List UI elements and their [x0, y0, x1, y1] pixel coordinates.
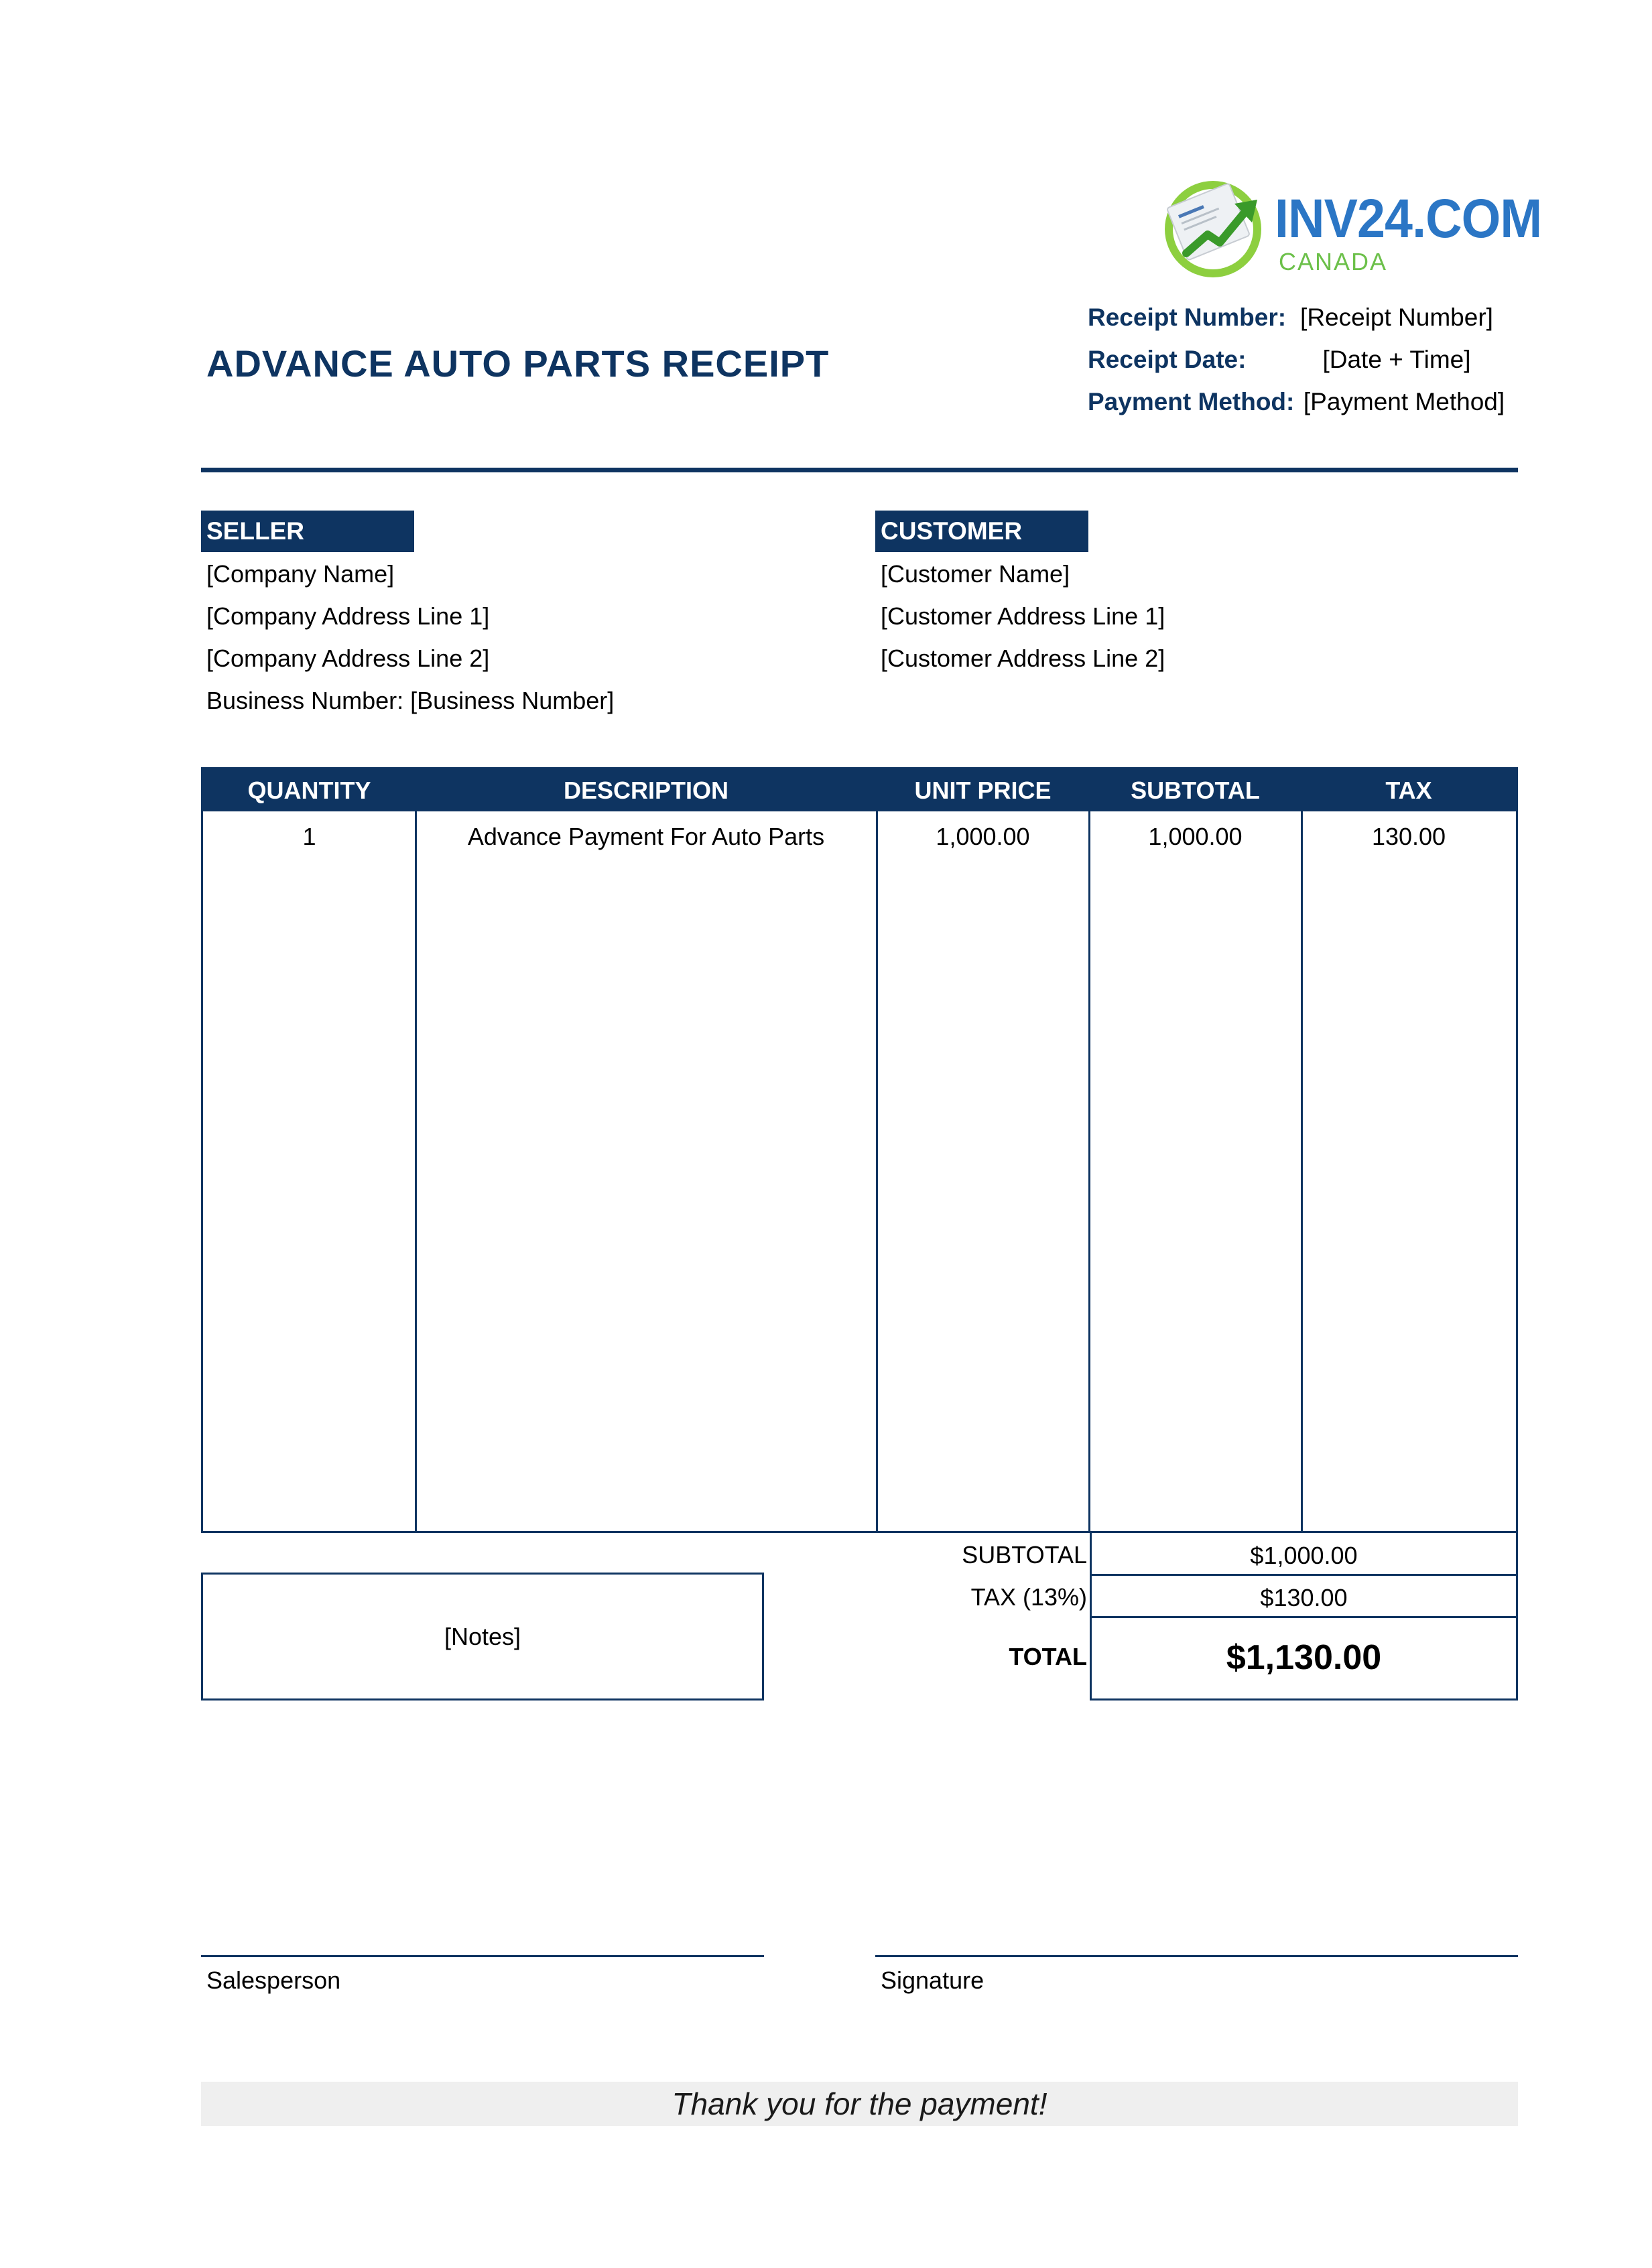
- header-divider: [201, 468, 1518, 472]
- customer-header: CUSTOMER: [875, 511, 1088, 552]
- receipt-date-value: [Date + Time]: [1322, 346, 1471, 373]
- col-header-subtotal: SUBTOTAL: [1131, 777, 1260, 804]
- signature-label: Signature: [881, 1966, 984, 1994]
- cell-quantity: 1: [302, 823, 316, 850]
- payment-method-value: [Payment Method]: [1303, 388, 1505, 415]
- customer-name: [Customer Name]: [881, 560, 1070, 588]
- table-header-row: [203, 769, 1516, 811]
- thank-you-footer: Thank you for the payment!: [201, 2082, 1518, 2126]
- seller-business-number: Business Number: [Business Number]: [206, 687, 615, 714]
- subtotal-value: $1,000.00: [1250, 1542, 1358, 1569]
- seller-company-name: [Company Name]: [206, 560, 395, 588]
- page-title: ADVANCE AUTO PARTS RECEIPT: [206, 342, 830, 385]
- line-items-table: [201, 767, 1518, 1533]
- subtotal-label: SUBTOTAL: [962, 1541, 1087, 1569]
- col-header-tax: TAX: [1385, 777, 1432, 804]
- notes-text: [Notes]: [444, 1623, 521, 1650]
- tax-label: TAX (13%): [970, 1583, 1087, 1611]
- cell-tax: 130.00: [1371, 823, 1446, 850]
- column-divider: [1301, 811, 1303, 1531]
- salesperson-label: Salesperson: [206, 1966, 341, 1994]
- seller-header: SELLER: [201, 511, 414, 552]
- logo-wordmark: INV24.COM: [1275, 188, 1542, 249]
- column-divider: [415, 811, 417, 1531]
- cell-unit-price: 1,000.00: [936, 823, 1030, 850]
- cell-subtotal: 1,000.00: [1148, 823, 1243, 850]
- payment-method-label: Payment Method:: [1088, 388, 1295, 415]
- seller-address-line-2: [Company Address Line 2]: [206, 645, 490, 672]
- column-divider: [876, 811, 878, 1531]
- column-divider: [1088, 811, 1090, 1531]
- total-label: TOTAL: [1009, 1643, 1087, 1670]
- customer-address-line-1: [Customer Address Line 1]: [881, 602, 1165, 630]
- receipt-number-value: [Receipt Number]: [1300, 304, 1493, 331]
- logo-mark-icon: [1159, 173, 1270, 280]
- col-header-unit-price: UNIT PRICE: [914, 777, 1052, 804]
- notes-box[interactable]: [201, 1573, 764, 1700]
- totals-divider: [1092, 1574, 1516, 1576]
- col-header-description: DESCRIPTION: [563, 777, 729, 804]
- customer-address-line-2: [Customer Address Line 2]: [881, 645, 1165, 672]
- seller-address-line-1: [Company Address Line 1]: [206, 602, 490, 630]
- totals-box: [1090, 1531, 1518, 1700]
- receipt-number-label: Receipt Number:: [1088, 304, 1287, 331]
- salesperson-line: [201, 1955, 764, 1957]
- receipt-date-label: Receipt Date:: [1088, 346, 1247, 373]
- totals-divider: [1092, 1616, 1516, 1618]
- tax-value: $130.00: [1260, 1584, 1348, 1611]
- total-value: $1,130.00: [1226, 1638, 1382, 1677]
- col-header-quantity: QUANTITY: [247, 777, 371, 804]
- company-logo: [1159, 173, 1542, 280]
- signature-line: [875, 1955, 1518, 1957]
- cell-description: Advance Payment For Auto Parts: [467, 823, 825, 850]
- logo-region: CANADA: [1279, 248, 1388, 275]
